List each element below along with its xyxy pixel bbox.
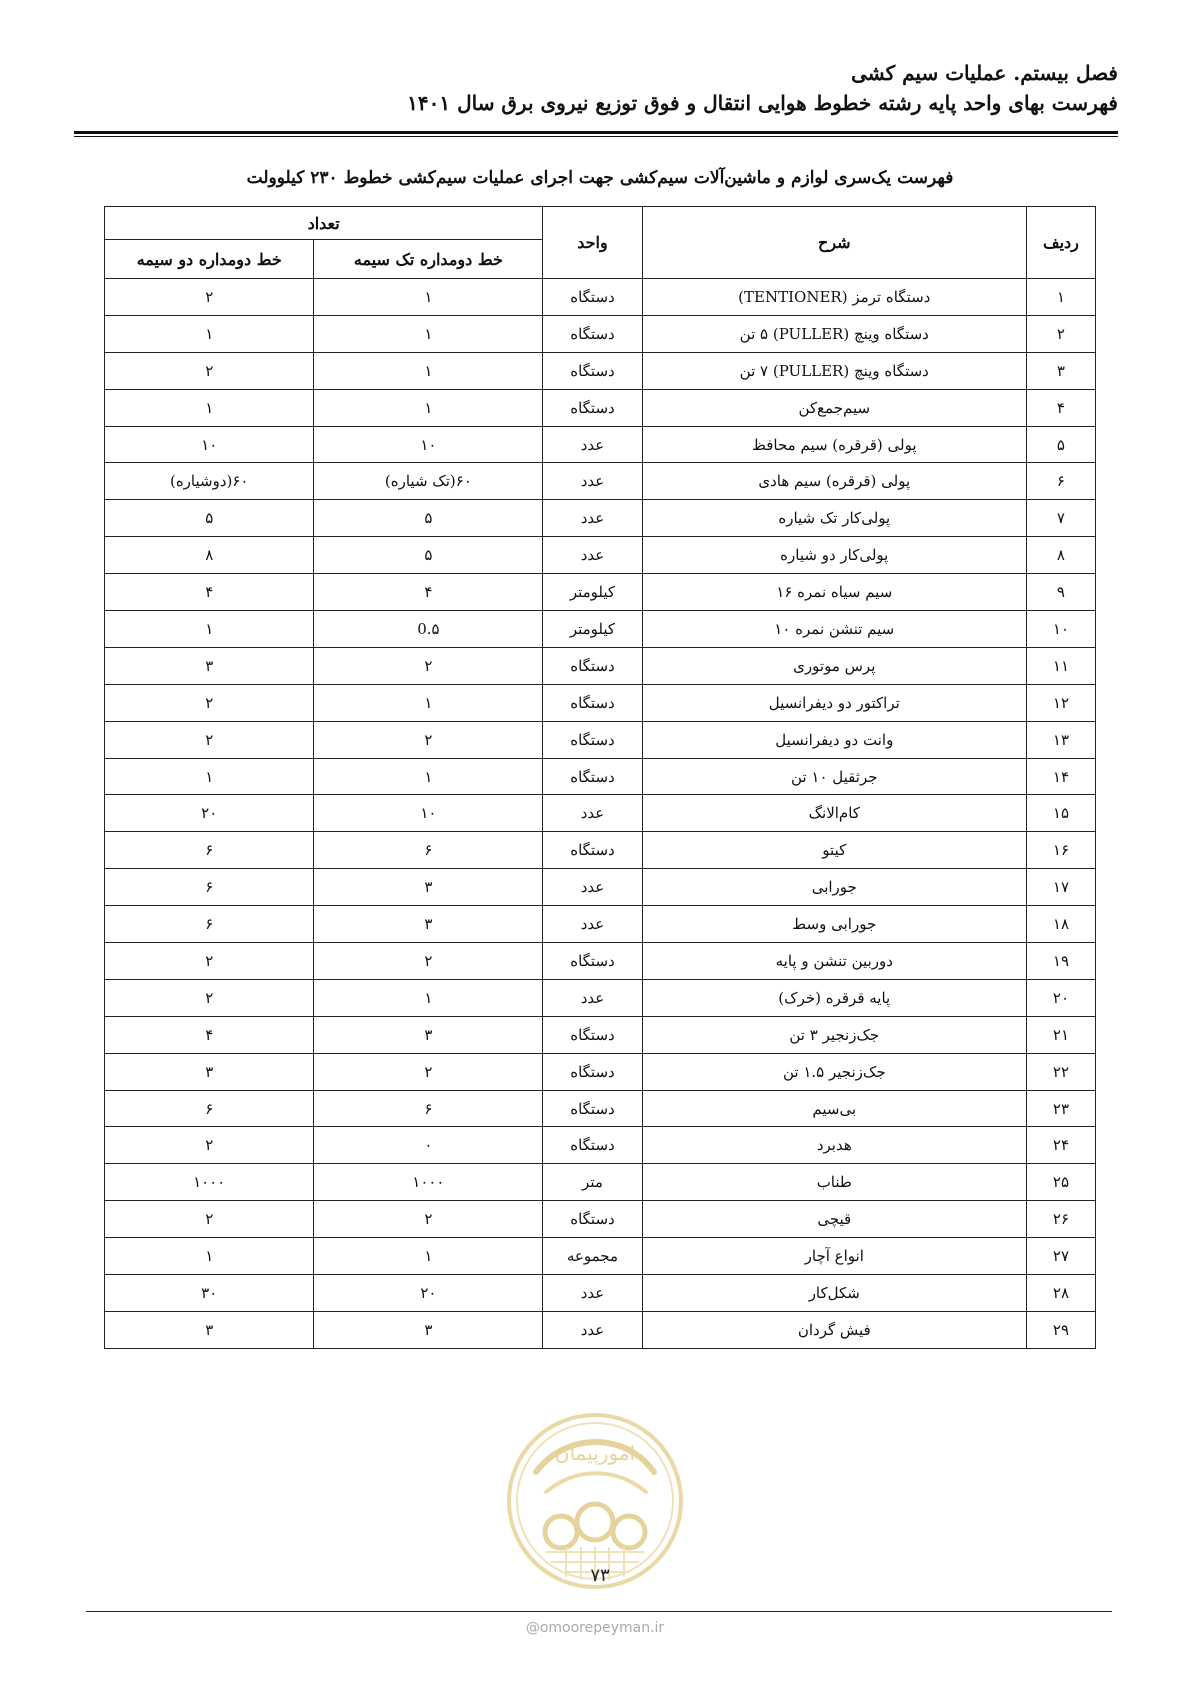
cell-description: سیم‌جمع‌کن (642, 389, 1026, 426)
cell-description: وانت دو دیفرانسیل (642, 721, 1026, 758)
cell-single-wire: ۱۰ (314, 426, 543, 463)
cell-description: جورابی (642, 869, 1026, 906)
cell-unit: دستگاه (543, 352, 642, 389)
column-header-unit: واحد (543, 207, 642, 279)
cell-double-wire: ۴ (105, 1016, 314, 1053)
cell-unit: دستگاه (543, 758, 642, 795)
cell-unit: کیلومتر (543, 574, 642, 611)
cell-row-no: ۲۱ (1026, 1016, 1095, 1053)
cell-unit: دستگاه (543, 1201, 642, 1238)
cell-row-no: ۱ (1026, 279, 1095, 316)
table-row (105, 1275, 1096, 1312)
cell-description: جرثقیل ۱۰ تن (642, 758, 1026, 795)
cell-row-no: ۲۹ (1026, 1311, 1095, 1348)
cell-description: جورابی وسط (642, 906, 1026, 943)
cell-unit: عدد (543, 537, 642, 574)
table-row (105, 463, 1096, 500)
cell-unit: مجموعه (543, 1238, 642, 1275)
cell-single-wire: ۳ (314, 1016, 543, 1053)
cell-single-wire: ۱ (314, 1238, 543, 1275)
cell-unit: عدد (543, 463, 642, 500)
cell-row-no: ۱۹ (1026, 943, 1095, 980)
cell-row-no: ۱۰ (1026, 611, 1095, 648)
cell-double-wire: ۶ (105, 906, 314, 943)
cell-row-no: ۲۸ (1026, 1275, 1095, 1312)
cell-single-wire: 0.۵ (314, 611, 543, 648)
cell-single-wire: ۱ (314, 315, 543, 352)
cell-description: بی‌سیم (642, 1090, 1026, 1127)
cell-row-no: ۸ (1026, 537, 1095, 574)
table-row (105, 684, 1096, 721)
cell-description: شکل‌کار (642, 1275, 1026, 1312)
cell-unit: عدد (543, 906, 642, 943)
cell-single-wire: ۲۰ (314, 1275, 543, 1312)
cell-row-no: ۱۸ (1026, 906, 1095, 943)
cell-unit: متر (543, 1164, 642, 1201)
cell-row-no: ۲۰ (1026, 979, 1095, 1016)
cell-double-wire: ۵ (105, 500, 314, 537)
cell-unit: دستگاه (543, 279, 642, 316)
cell-double-wire: ۱ (105, 611, 314, 648)
cell-description: تراکتور دو دیفرانسیل (642, 684, 1026, 721)
cell-double-wire: ۴ (105, 574, 314, 611)
table-row (105, 279, 1096, 316)
cell-single-wire: ۳ (314, 1311, 543, 1348)
cell-single-wire: ۵ (314, 537, 543, 574)
page-header (74, 58, 1118, 118)
cell-description: پرس موتوری (642, 647, 1026, 684)
table-row (105, 1016, 1096, 1053)
cell-single-wire: ۲ (314, 647, 543, 684)
table-row (105, 537, 1096, 574)
cell-row-no: ۵ (1026, 426, 1095, 463)
table-row (105, 758, 1096, 795)
cell-double-wire: ۲ (105, 352, 314, 389)
cell-double-wire: ۲۰ (105, 795, 314, 832)
cell-single-wire: ۱ (314, 352, 543, 389)
cell-double-wire: ۱ (105, 315, 314, 352)
cell-unit: دستگاه (543, 315, 642, 352)
cell-unit: عدد (543, 795, 642, 832)
cell-description: پولی (قرقره) سیم هادی (642, 463, 1026, 500)
cell-double-wire: ۶ (105, 832, 314, 869)
cell-description: دوربین تنشن و پایه (642, 943, 1026, 980)
watermark-url: @omoorepeyman.ir (525, 1620, 665, 1636)
cell-double-wire: ۸ (105, 537, 314, 574)
cell-single-wire: ۴ (314, 574, 543, 611)
cell-double-wire: ۲ (105, 1201, 314, 1238)
cell-single-wire: ۶ (314, 832, 543, 869)
cell-single-wire: ۱ (314, 758, 543, 795)
cell-description: سیم سیاه نمره ۱۶ (642, 574, 1026, 611)
header-rule-thin (74, 136, 1118, 137)
cell-double-wire: ۲ (105, 979, 314, 1016)
table-row (105, 500, 1096, 537)
cell-unit: دستگاه (543, 832, 642, 869)
cell-description: پولی (قرقره) سیم محافظ (642, 426, 1026, 463)
cell-row-no: ۱۱ (1026, 647, 1095, 684)
table-row (105, 611, 1096, 648)
cell-description: جک‌زنجیر ۳ تن (642, 1016, 1026, 1053)
cell-row-no: ۲۲ (1026, 1053, 1095, 1090)
cell-double-wire: ۶ (105, 1090, 314, 1127)
header-rule-thick (74, 131, 1118, 134)
table-row (105, 869, 1096, 906)
cell-row-no: ۲۵ (1026, 1164, 1095, 1201)
cell-double-wire: ۳۰ (105, 1275, 314, 1312)
cell-single-wire: ۲ (314, 943, 543, 980)
cell-description: فیش گردان (642, 1311, 1026, 1348)
cell-unit: عدد (543, 869, 642, 906)
cell-description: هدبرد (642, 1127, 1026, 1164)
table-row (105, 979, 1096, 1016)
table-row (105, 1311, 1096, 1348)
cell-single-wire: ۲ (314, 1201, 543, 1238)
cell-double-wire: ۱۰ (105, 426, 314, 463)
cell-description: قیچی (642, 1201, 1026, 1238)
equipment-table (104, 206, 1096, 1349)
cell-row-no: ۱۷ (1026, 869, 1095, 906)
cell-single-wire: ۱۰۰۰ (314, 1164, 543, 1201)
cell-double-wire: ۱۰۰۰ (105, 1164, 314, 1201)
column-header-single-wire: خط دومداره تک سیمه (314, 240, 543, 279)
cell-double-wire: ۳ (105, 1053, 314, 1090)
svg-text:امورپیمان: امورپیمان (554, 1441, 636, 1465)
cell-single-wire: ۱ (314, 684, 543, 721)
cell-unit: دستگاه (543, 721, 642, 758)
cell-row-no: ۶ (1026, 463, 1095, 500)
seal-watermark-icon (506, 1412, 684, 1590)
table-row (105, 1238, 1096, 1275)
table-row (105, 1201, 1096, 1238)
table-row (105, 795, 1096, 832)
cell-description: طناب (642, 1164, 1026, 1201)
table-row (105, 721, 1096, 758)
cell-description: سیم تنشن نمره ۱۰ (642, 611, 1026, 648)
cell-single-wire: ۱ (314, 389, 543, 426)
cell-single-wire: ۵ (314, 500, 543, 537)
cell-single-wire: ۳ (314, 869, 543, 906)
cell-unit: دستگاه (543, 1053, 642, 1090)
cell-description: کیتو (642, 832, 1026, 869)
cell-double-wire: ۲ (105, 684, 314, 721)
cell-description: دستگاه وینچ (PULLER) ۵ تن (642, 315, 1026, 352)
cell-double-wire: ۶۰(دوشیاره) (105, 463, 314, 500)
cell-unit: عدد (543, 1275, 642, 1312)
cell-double-wire: ۳ (105, 647, 314, 684)
table-body (105, 279, 1096, 1349)
table-title: فهرست یک‌سری لوازم و ماشین‌آلات سیم‌کشی جهت اجرای عملیات سیم‌کشی خطوط ۲۳۰ کیلوولت (246, 168, 954, 188)
cell-row-no: ۱۵ (1026, 795, 1095, 832)
cell-description: جک‌زنجیر ۱.۵ تن (642, 1053, 1026, 1090)
cell-unit: دستگاه (543, 1016, 642, 1053)
cell-row-no: ۱۴ (1026, 758, 1095, 795)
cell-row-no: ۱۶ (1026, 832, 1095, 869)
cell-row-no: ۱۳ (1026, 721, 1095, 758)
cell-unit: عدد (543, 500, 642, 537)
cell-double-wire: ۱ (105, 1238, 314, 1275)
cell-description: انواع آچار (642, 1238, 1026, 1275)
cell-single-wire: ۲ (314, 721, 543, 758)
table-row (105, 1127, 1096, 1164)
cell-row-no: ۳ (1026, 352, 1095, 389)
cell-unit: دستگاه (543, 647, 642, 684)
cell-single-wire: ۲ (314, 1053, 543, 1090)
table-row (105, 906, 1096, 943)
table-row (105, 352, 1096, 389)
cell-row-no: ۲۷ (1026, 1238, 1095, 1275)
table-row (105, 1053, 1096, 1090)
page-number: ۷۳ (590, 1565, 610, 1586)
cell-unit: عدد (543, 1311, 642, 1348)
cell-single-wire: ۶ (314, 1090, 543, 1127)
column-header-row-no: ردیف (1026, 207, 1095, 279)
cell-unit: عدد (543, 426, 642, 463)
cell-single-wire: ۶۰(تک شیاره) (314, 463, 543, 500)
table-row (105, 1090, 1096, 1127)
column-header-count: تعداد (105, 207, 543, 240)
table-row (105, 426, 1096, 463)
cell-unit: دستگاه (543, 389, 642, 426)
table-row (105, 1164, 1096, 1201)
cell-row-no: ۲۴ (1026, 1127, 1095, 1164)
cell-row-no: ۴ (1026, 389, 1095, 426)
cell-unit: دستگاه (543, 684, 642, 721)
footer-rule (86, 1611, 1112, 1612)
cell-double-wire: ۱ (105, 758, 314, 795)
table-row (105, 943, 1096, 980)
cell-unit: دستگاه (543, 1090, 642, 1127)
chapter-title: فصل بیستم. عملیات سیم کشی (851, 61, 1118, 85)
cell-double-wire: ۲ (105, 943, 314, 980)
cell-description: پایه قرقره (خرک) (642, 979, 1026, 1016)
table-row (105, 647, 1096, 684)
cell-double-wire: ۶ (105, 869, 314, 906)
cell-double-wire: ۲ (105, 1127, 314, 1164)
cell-row-no: ۲۳ (1026, 1090, 1095, 1127)
cell-description: پولی‌کار دو شیاره (642, 537, 1026, 574)
cell-description: دستگاه وینچ (PULLER) ۷ تن (642, 352, 1026, 389)
cell-unit: عدد (543, 979, 642, 1016)
cell-unit: دستگاه (543, 1127, 642, 1164)
cell-description: دستگاه ترمز (TENTIONER) (642, 279, 1026, 316)
table-row (105, 315, 1096, 352)
cell-single-wire: ۳ (314, 906, 543, 943)
table-row (105, 832, 1096, 869)
cell-row-no: ۲ (1026, 315, 1095, 352)
cell-double-wire: ۲ (105, 279, 314, 316)
table-row (105, 389, 1096, 426)
cell-double-wire: ۱ (105, 389, 314, 426)
cell-single-wire: ۱۰ (314, 795, 543, 832)
column-header-description: شرح (642, 207, 1026, 279)
cell-unit: دستگاه (543, 943, 642, 980)
cell-double-wire: ۲ (105, 721, 314, 758)
cell-row-no: ۹ (1026, 574, 1095, 611)
cell-row-no: ۲۶ (1026, 1201, 1095, 1238)
cell-single-wire: ۰ (314, 1127, 543, 1164)
cell-double-wire: ۳ (105, 1311, 314, 1348)
document-subtitle: فهرست بهای واحد پایه رشته خطوط هوایی انتقال و فوق توزیع نیروی برق سال ۱۴۰۱ (407, 91, 1118, 115)
cell-description: کام‌الانگ (642, 795, 1026, 832)
cell-single-wire: ۱ (314, 279, 543, 316)
column-header-double-wire: خط دومداره دو سیمه (105, 240, 314, 279)
table-row (105, 574, 1096, 611)
cell-single-wire: ۱ (314, 979, 543, 1016)
cell-unit: کیلومتر (543, 611, 642, 648)
cell-row-no: ۷ (1026, 500, 1095, 537)
cell-row-no: ۱۲ (1026, 684, 1095, 721)
cell-description: پولی‌کار تک شیاره (642, 500, 1026, 537)
